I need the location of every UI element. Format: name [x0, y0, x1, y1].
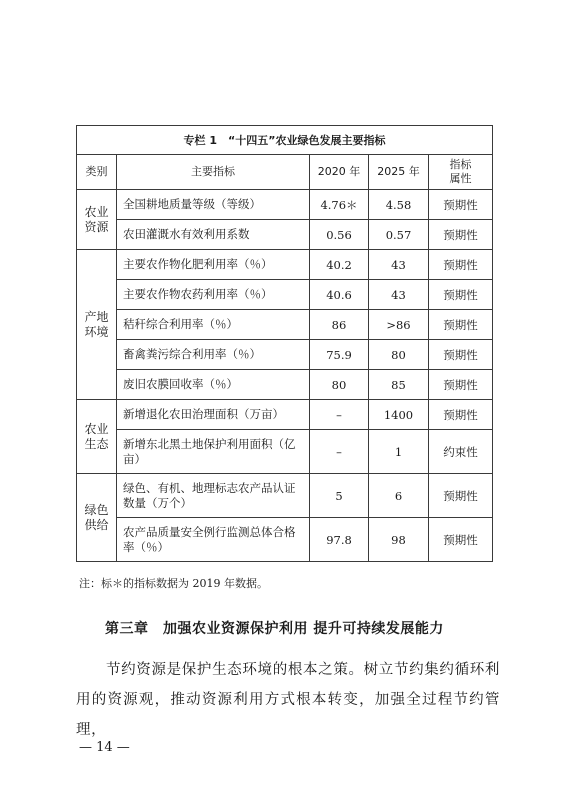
indicator-cell: 农田灌溉水有效利用系数: [117, 220, 310, 250]
indicator-cell: 废旧农膜回收率（％）: [117, 370, 310, 400]
property-cell: 预期性: [429, 474, 493, 518]
property-cell: 约束性: [429, 430, 493, 474]
value-2025-cell: 1400: [369, 400, 429, 430]
value-2025-cell: 0.57: [369, 220, 429, 250]
body-paragraph: 节约资源是保护生态环境的根本之策。树立节约集约循环利用的资源观，推动资源利用方式根本转变，加强全过程节约管理，: [76, 662, 500, 738]
value-2025-cell: 85: [369, 370, 429, 400]
indicator-cell: 畜禽粪污综合利用率（％）: [117, 340, 310, 370]
table-row: [77, 430, 493, 474]
indicator-cell: 新增东北黑土地保护利用面积（亿亩）: [117, 430, 310, 474]
value-2020-cell: 40.6: [310, 280, 369, 310]
header-category: 类别: [77, 155, 117, 190]
property-cell: 预期性: [429, 310, 493, 340]
table-row: [77, 190, 493, 220]
table-footnote: 注：标＊的指标数据为 2019 年数据。: [79, 577, 268, 590]
value-2025-cell: 43: [369, 280, 429, 310]
header-2020: 2020 年: [310, 155, 369, 190]
value-2025-cell: 98: [369, 518, 429, 562]
page-number: — 14 —: [79, 740, 130, 755]
property-cell: 预期性: [429, 400, 493, 430]
category-cell: 农业资源: [77, 190, 117, 250]
value-2020-cell: 75.9: [310, 340, 369, 370]
value-2025-cell: >86: [369, 310, 429, 340]
value-2025-cell: 6: [369, 474, 429, 518]
table-header-row: [77, 155, 493, 190]
indicator-cell: 主要农作物化肥利用率（％）: [117, 250, 310, 280]
indicator-cell: 绿色、有机、地理标志农产品认证数量（万个）: [117, 474, 310, 518]
table-row: [77, 340, 493, 370]
value-2020-cell: 5: [310, 474, 369, 518]
value-2020-cell: 4.76＊: [310, 190, 369, 220]
property-cell: 预期性: [429, 340, 493, 370]
table-row: [77, 310, 493, 340]
indicator-cell: 农产品质量安全例行监测总体合格率（％）: [117, 518, 310, 562]
indicator-cell: 新增退化农田治理面积（万亩）: [117, 400, 310, 430]
table-row: [77, 474, 493, 518]
table-row: [77, 370, 493, 400]
table-row: [77, 250, 493, 280]
category-cell: 绿色供给: [77, 474, 117, 562]
table-row: [77, 220, 493, 250]
value-2020-cell: –: [310, 430, 369, 474]
property-cell: 预期性: [429, 280, 493, 310]
table-row: [77, 280, 493, 310]
property-cell: 预期性: [429, 250, 493, 280]
value-2020-cell: 0.56: [310, 220, 369, 250]
value-2020-cell: 97.8: [310, 518, 369, 562]
category-cell: 农业生态: [77, 400, 117, 474]
header-property: 指标属性: [429, 155, 493, 190]
value-2020-cell: –: [310, 400, 369, 430]
value-2020-cell: 40.2: [310, 250, 369, 280]
chapter-heading: 第三章 加强农业资源保护利用 提升可持续发展能力: [105, 621, 444, 637]
table-row: [77, 400, 493, 430]
property-cell: 预期性: [429, 220, 493, 250]
table-caption: 专栏 1 “十四五”农业绿色发展主要指标: [77, 126, 493, 155]
table-row: [77, 518, 493, 562]
green-development-indicators-table: [76, 125, 493, 562]
property-cell: 预期性: [429, 370, 493, 400]
indicator-cell: 主要农作物农药利用率（％）: [117, 280, 310, 310]
property-cell: 预期性: [429, 518, 493, 562]
value-2025-cell: 1: [369, 430, 429, 474]
value-2025-cell: 43: [369, 250, 429, 280]
value-2025-cell: 80: [369, 340, 429, 370]
value-2020-cell: 86: [310, 310, 369, 340]
value-2025-cell: 4.58: [369, 190, 429, 220]
indicator-cell: 秸秆综合利用率（％）: [117, 310, 310, 340]
value-2020-cell: 80: [310, 370, 369, 400]
property-cell: 预期性: [429, 190, 493, 220]
indicator-cell: 全国耕地质量等级（等级）: [117, 190, 310, 220]
category-cell: 产地环境: [77, 250, 117, 400]
header-2025: 2025 年: [369, 155, 429, 190]
header-indicator: 主要指标: [117, 155, 310, 190]
